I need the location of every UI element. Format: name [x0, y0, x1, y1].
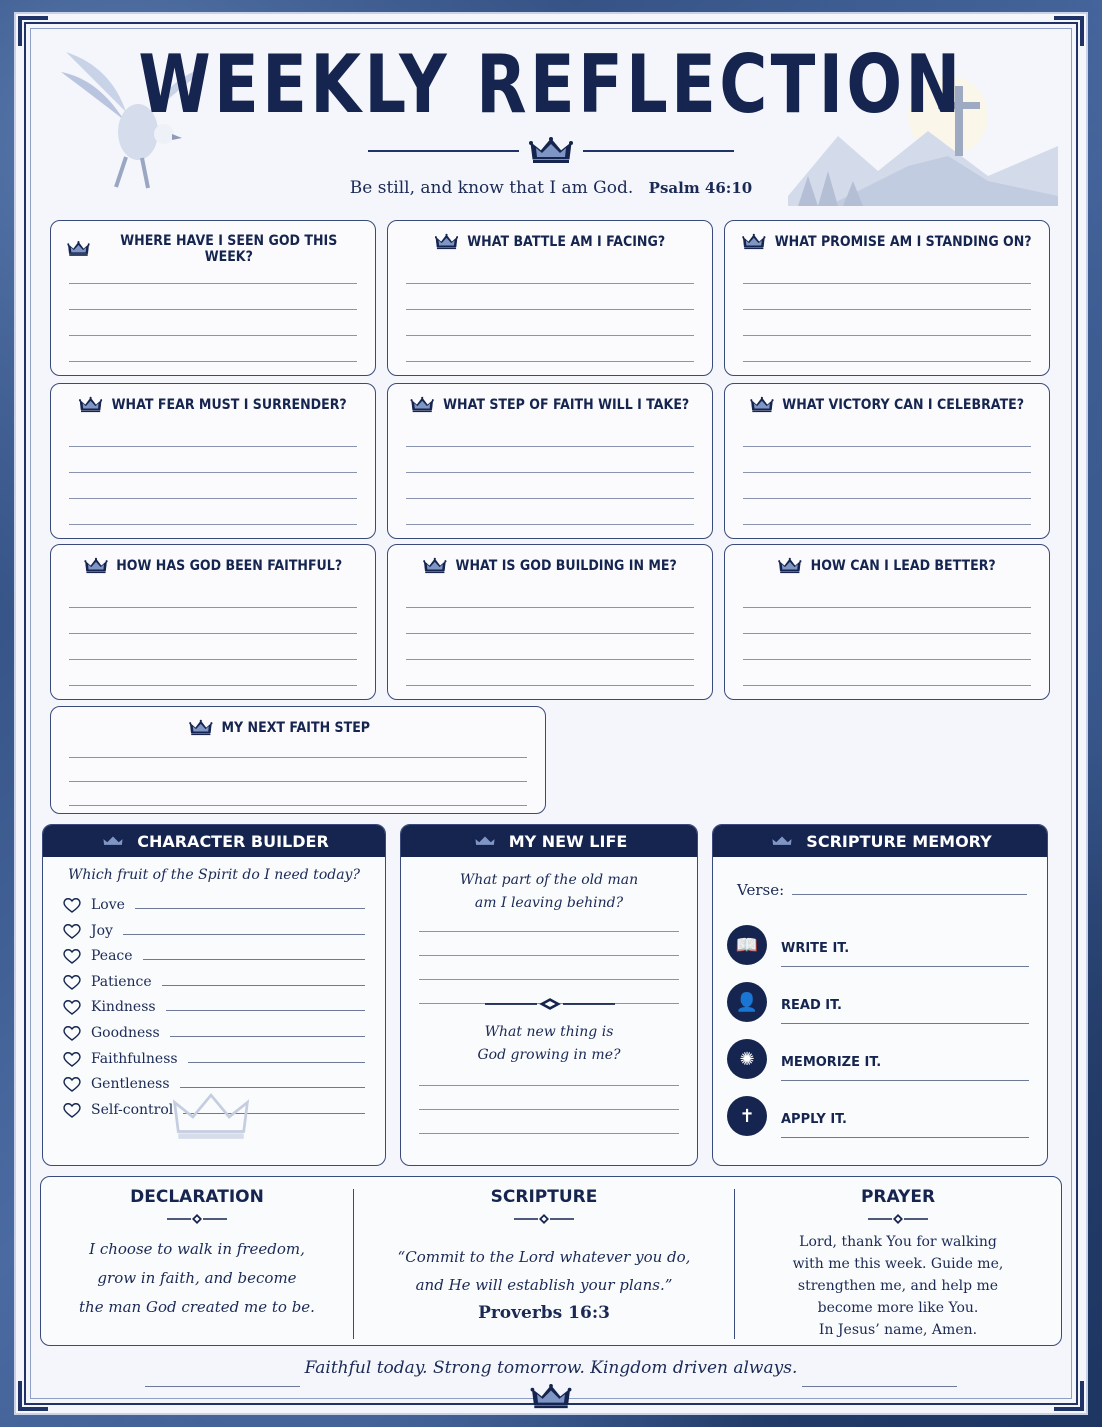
box-heading-label: WHAT VICTORY CAN I CELEBRATE?	[782, 397, 1025, 413]
question-line: What new thing is	[484, 1024, 614, 1040]
writing-line[interactable]	[406, 446, 694, 447]
writing-line[interactable]	[69, 805, 527, 806]
box-heading	[741, 233, 1033, 251]
new-thing-question	[401, 1021, 697, 1067]
writing-line[interactable]	[69, 659, 357, 660]
crown-icon	[423, 557, 446, 575]
crown-icon	[411, 396, 434, 414]
heart-icon[interactable]	[63, 1076, 81, 1092]
heart-icon[interactable]	[63, 1102, 81, 1118]
declaration-column	[41, 1177, 353, 1347]
fruit-label: Faithfulness	[91, 1050, 178, 1067]
writing-line[interactable]	[406, 309, 694, 310]
box-heading	[741, 396, 1033, 414]
fruit-label: Gentleness	[91, 1076, 170, 1093]
writing-line[interactable]	[69, 633, 357, 634]
fruit-row[interactable]	[63, 1045, 365, 1067]
panel-header	[43, 825, 385, 857]
writing-line[interactable]	[743, 685, 1031, 686]
crown-icon	[528, 1384, 574, 1410]
fruit-label: Self-control	[91, 1101, 174, 1118]
verse-field[interactable]	[737, 881, 1027, 899]
writing-line[interactable]	[135, 908, 365, 909]
fruit-row[interactable]	[63, 993, 365, 1015]
writing-line[interactable]	[743, 607, 1031, 608]
writing-line[interactable]	[792, 894, 1027, 895]
prompt-box	[724, 220, 1050, 376]
crown-icon	[750, 396, 773, 414]
memory-step	[727, 982, 1029, 1022]
crown-icon	[67, 240, 90, 258]
box-heading-label: WHAT STEP OF FAITH WILL I TAKE?	[443, 397, 690, 413]
panel-title: MY NEW LIFE	[508, 831, 628, 851]
old-man-question	[401, 869, 697, 915]
writing-line[interactable]	[69, 309, 357, 310]
prayer-line: with me this week. Guide me,	[792, 1256, 1004, 1272]
memory-step	[727, 925, 1029, 965]
scripture-line: “Commit to the Lord whatever you do,	[397, 1248, 691, 1266]
memory-step	[727, 1039, 1029, 1079]
box-heading	[404, 557, 696, 575]
theme-verse-reference: Psalm 46:10	[648, 179, 753, 197]
writing-line[interactable]	[743, 524, 1031, 525]
writing-line[interactable]	[406, 633, 694, 634]
writing-line[interactable]	[406, 361, 694, 362]
writing-line[interactable]	[69, 685, 357, 686]
box-heading	[67, 396, 359, 414]
heart-icon[interactable]	[63, 974, 81, 990]
writing-line[interactable]	[406, 283, 694, 284]
declaration-line: I choose to walk in freedom,	[89, 1240, 305, 1258]
box-heading-label: HOW CAN I LEAD BETTER?	[810, 558, 996, 574]
next-faith-step-box	[50, 706, 546, 814]
writing-line[interactable]	[406, 659, 694, 660]
crown-icon	[84, 557, 107, 575]
corner-ornament	[1054, 1381, 1084, 1411]
prompt-box	[50, 544, 376, 700]
ornament-divider	[485, 997, 615, 1011]
heart-icon[interactable]	[63, 1051, 81, 1067]
panel-title: CHARACTER BUILDER	[137, 831, 329, 851]
writing-line[interactable]	[419, 1085, 679, 1086]
prayer-line: become more like You.	[817, 1300, 979, 1316]
heart-icon[interactable]	[63, 923, 81, 939]
writing-line[interactable]	[419, 931, 679, 932]
box-heading	[67, 233, 359, 265]
title-divider	[368, 136, 734, 166]
character-builder-panel	[42, 824, 386, 1166]
writing-line[interactable]	[419, 1133, 679, 1134]
prayer-line: strengthen me, and help me	[797, 1278, 999, 1294]
writing-line[interactable]	[406, 607, 694, 608]
writing-line[interactable]	[69, 335, 357, 336]
writing-line[interactable]	[69, 607, 357, 608]
fruit-row[interactable]	[63, 891, 365, 913]
writing-line[interactable]	[419, 955, 679, 956]
prompt-box	[724, 544, 1050, 700]
box-heading-label: MY NEXT FAITH STEP	[221, 720, 371, 736]
fruit-row[interactable]	[63, 942, 365, 964]
prompt-box	[387, 383, 713, 539]
writing-line[interactable]	[419, 1109, 679, 1110]
corner-ornament	[1054, 16, 1084, 46]
memory-step-label[interactable]: READ IT.	[781, 998, 1029, 1024]
writing-line[interactable]	[406, 472, 694, 473]
writing-line[interactable]	[166, 1010, 365, 1011]
writing-line[interactable]	[170, 1036, 365, 1037]
fruit-label: Joy	[91, 922, 113, 939]
fruit-row[interactable]	[63, 968, 365, 990]
writing-line[interactable]	[188, 1062, 365, 1063]
footer-line	[802, 1386, 957, 1387]
crown-icon	[435, 233, 458, 251]
crown-icon	[79, 396, 102, 414]
box-heading	[741, 557, 1033, 575]
crown-icon	[768, 832, 796, 850]
scripture-heading: SCRIPTURE	[490, 1187, 598, 1207]
box-heading-label: WHAT FEAR MUST I SURRENDER?	[111, 397, 347, 413]
box-heading-label: WHAT PROMISE AM I STANDING ON?	[774, 234, 1032, 250]
theme-verse-text: Be still, and know that I am God.	[349, 178, 634, 198]
memory-step	[727, 1096, 1029, 1136]
box-heading-label: HOW HAS GOD BEEN FAITHFUL?	[116, 558, 343, 574]
crown-icon	[778, 557, 801, 575]
writing-line[interactable]	[123, 934, 365, 935]
writing-line[interactable]	[69, 361, 357, 362]
prompt-box	[50, 383, 376, 539]
corner-ornament	[18, 16, 48, 46]
page-title: WEEKLY REFLECTION	[138, 38, 964, 131]
crown-watermark-icon	[171, 1087, 251, 1147]
writing-line[interactable]	[406, 685, 694, 686]
declaration-line: the man God created me to be.	[79, 1298, 315, 1316]
writing-line[interactable]	[743, 361, 1031, 362]
scripture-column	[354, 1177, 734, 1347]
fruit-row[interactable]	[63, 1019, 365, 1041]
fruit-label: Goodness	[91, 1025, 160, 1041]
writing-line[interactable]	[69, 781, 527, 782]
scripture-reference: Proverbs 16:3	[478, 1303, 610, 1323]
writing-line[interactable]	[69, 757, 527, 758]
writing-line[interactable]	[406, 524, 694, 525]
box-heading-label: WHERE HAVE I SEEN GOD THIS WEEK?	[120, 233, 338, 265]
fruit-row[interactable]	[63, 917, 365, 939]
writing-line[interactable]	[143, 959, 365, 960]
question-line: God growing in me?	[477, 1047, 621, 1063]
fruit-label: Patience	[91, 973, 152, 990]
writing-line[interactable]	[69, 498, 357, 499]
my-new-life-panel	[400, 824, 698, 1166]
footer-line	[145, 1386, 300, 1387]
book-icon: 📖	[727, 925, 767, 965]
writing-line[interactable]	[69, 283, 357, 284]
memory-step-label[interactable]: WRITE IT.	[781, 941, 1029, 967]
ornament-divider	[514, 1213, 574, 1225]
divider-line	[368, 150, 519, 152]
box-heading	[76, 719, 521, 737]
closing-panel	[40, 1176, 1062, 1346]
heart-icon[interactable]	[63, 897, 81, 913]
box-heading	[404, 233, 696, 251]
writing-line[interactable]	[69, 472, 357, 473]
question-line: am I leaving behind?	[474, 895, 624, 911]
writing-line[interactable]	[162, 985, 365, 986]
writing-line[interactable]	[743, 633, 1031, 634]
reader-icon: 👤	[727, 982, 767, 1022]
crown-icon	[471, 832, 499, 850]
box-heading-label: WHAT BATTLE AM I FACING?	[467, 234, 666, 250]
brain-icon: ✺	[727, 1039, 767, 1079]
declaration-text	[41, 1235, 353, 1322]
prompt-box	[387, 220, 713, 376]
declaration-line: grow in faith, and become	[97, 1269, 297, 1287]
prayer-line: In Jesus’ name, Amen.	[818, 1322, 978, 1338]
writing-line[interactable]	[743, 335, 1031, 336]
writing-line[interactable]	[69, 524, 357, 525]
prompt-box	[50, 220, 376, 376]
character-question: Which fruit of the Spirit do I need today?	[68, 867, 360, 883]
corner-ornament	[18, 1381, 48, 1411]
memory-step-label[interactable]: MEMORIZE IT.	[781, 1055, 1029, 1081]
box-heading-label: WHAT IS GOD BUILDING IN ME?	[455, 558, 677, 574]
prompt-box	[387, 544, 713, 700]
prompt-box	[724, 383, 1050, 539]
heart-icon[interactable]	[63, 1025, 81, 1041]
crown-icon	[99, 832, 127, 850]
scripture-text	[354, 1243, 734, 1299]
ornament-divider	[167, 1213, 227, 1225]
fruit-label: Kindness	[91, 999, 156, 1016]
writing-line[interactable]	[69, 446, 357, 447]
prayer-line: Lord, thank You for walking	[799, 1234, 997, 1250]
question-line: What part of the old man	[459, 872, 639, 888]
crown-icon	[529, 137, 573, 165]
crown-icon	[189, 719, 212, 737]
fruit-label: Love	[91, 897, 125, 913]
ornament-divider	[868, 1213, 928, 1225]
crown-icon	[742, 233, 765, 251]
verse-label: Verse:	[737, 881, 785, 899]
memory-step-label[interactable]: APPLY IT.	[781, 1112, 1029, 1138]
theme-verse	[0, 178, 1102, 198]
fruit-label: Peace	[91, 948, 133, 965]
box-heading	[67, 557, 359, 575]
prayer-text	[735, 1231, 1061, 1341]
panel-title: SCRIPTURE MEMORY	[806, 831, 992, 851]
panel-header	[401, 825, 697, 857]
divider-line	[583, 150, 734, 152]
heart-icon[interactable]	[63, 999, 81, 1015]
prayer-column	[735, 1177, 1061, 1347]
box-heading	[404, 396, 696, 414]
writing-line[interactable]	[406, 498, 694, 499]
writing-line[interactable]	[743, 283, 1031, 284]
scripture-line: and He will establish your plans.”	[415, 1276, 673, 1294]
writing-line[interactable]	[743, 472, 1031, 473]
writing-line[interactable]	[743, 446, 1031, 447]
panel-header	[713, 825, 1047, 857]
writing-line[interactable]	[743, 309, 1031, 310]
declaration-heading: DECLARATION	[130, 1187, 264, 1207]
heart-icon[interactable]	[63, 948, 81, 964]
footer-motto: Faithful today. Strong tomorrow. Kingdom driven always.	[304, 1358, 798, 1378]
writing-line[interactable]	[743, 498, 1031, 499]
writing-line[interactable]	[406, 335, 694, 336]
cross-icon: ✝	[727, 1096, 767, 1136]
scripture-memory-panel	[712, 824, 1048, 1166]
writing-line[interactable]	[743, 659, 1031, 660]
prayer-heading: PRAYER	[860, 1187, 936, 1207]
writing-line[interactable]	[419, 979, 679, 980]
